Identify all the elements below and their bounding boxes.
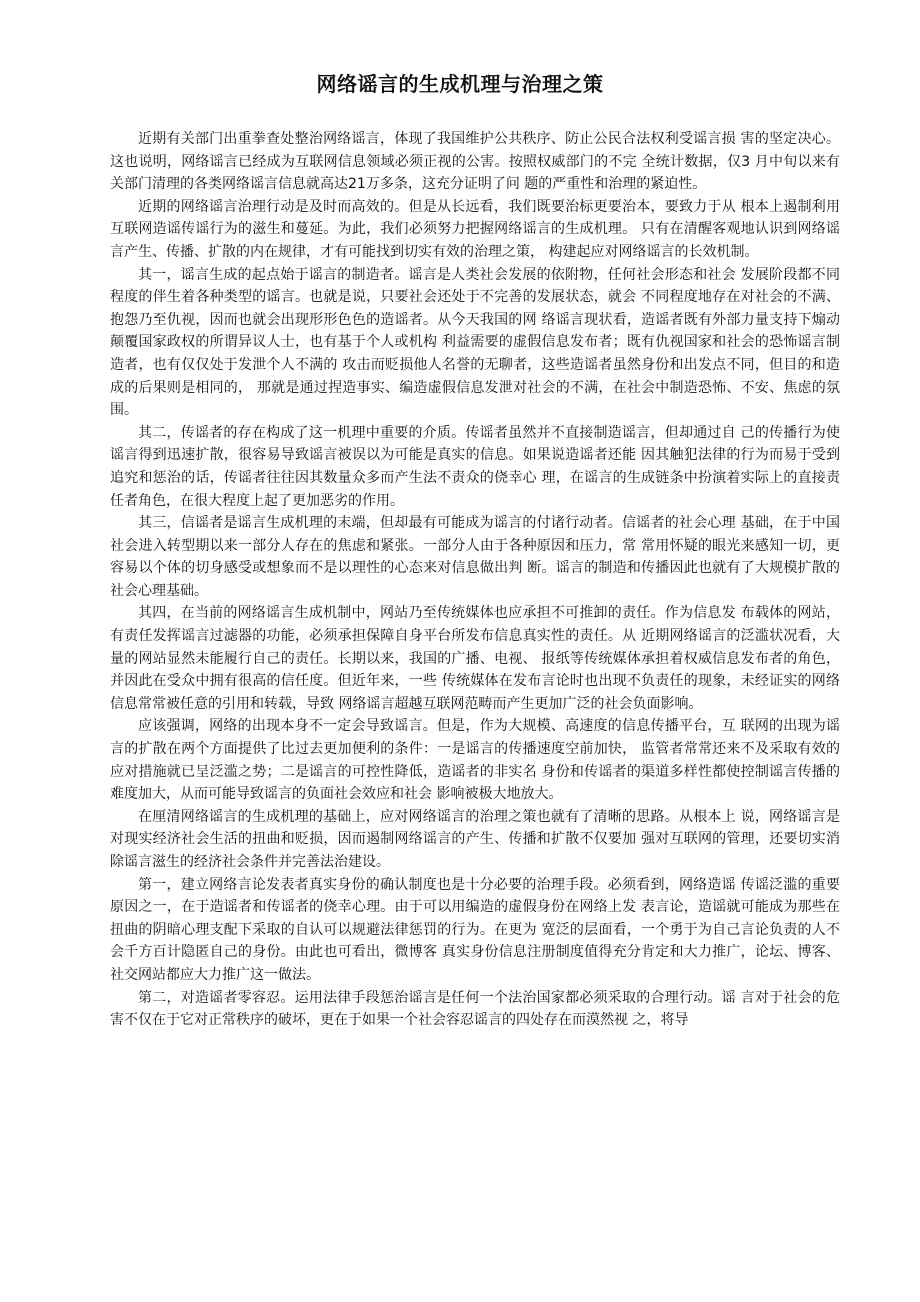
paragraph-3: 其一，谣言生成的起点始于谣言的制造者。谣言是人类社会发展的依附物，任何社会形态和社会 发展阶段都不同程度的伴生着各种类型的谣言。也就是说，只要社会还处于不完善的发展状态，就会 不同程度地存在对社会的不满、抱怨乃至仇视，因而也就会出现形形色色的造谣者。从今天我国的网 络谣言现状看，造谣者既有外部力量支持下煽动颠覆国家政权的所谓异议人士，也有基于个人或机构 利益需要的虚假信息发布者；既有仇视国家和社会的恐怖谣言制造者，也有仅仅处于发泄个人不满的 攻击而贬损他人名誉的无聊者，这些造谣者虽然身份和出发点不同，但目的和造成的后果则是相同的， 那就是通过捏造事实、编造虚假信息发泄对社会的不满，在社会中制造恐怖、不安、焦虑的氛围。 [110, 266, 840, 419]
paragraph-5: 其三，信谣者是谣言生成机理的末端，但却最有可能成为谣言的付诸行动者。信谣者的社会心理 基础，在于中国社会进入转型期以来一部分人存在的焦虑和紧张。一部分人由于各种原因和压力，常 常用怀疑的眼光来感知一切，更容易以个体的切身感受或想象而不是以理性的心态来对信息做出判 断。谣言的制造和传播因此也就有了大规模扩散的社会心理基础。 [110, 515, 840, 599]
document-body [110, 128, 840, 1032]
paragraph-4: 其二，传谣者的存在构成了这一机理中重要的介质。传谣者虽然并不直接制造谣言，但却通过自 己的传播行为使谣言得到迅速扩散，很容易导致谣言被误以为可能是真实的信息。如果说造谣者还能 因其触犯法律的行为而易于受到追究和惩治的话，传谣者往往因其数量众多而产生法不责众的侥幸心 理，在谣言的生成链条中扮演着实际上的直接责任者角色，在很大程度上起了更加恶劣的作用。 [110, 424, 840, 509]
paragraph-9: 第一，建立网络言论发表者真实身份的确认制度也是十分必要的治理手段。必须看到，网络造谣 传谣泛滥的重要原因之一，在于造谣者和传谣者的侥幸心理。由于可以用编造的虚假身份在网络上发 表言论，造谣就可能成为那些在扭曲的阴暗心理支配下采取的自认可以规避法律惩罚的行为。在更为 宽泛的层面看，一个勇于为自己言论负责的人不会千方百计隐匿自己的身份。由此也可看出，微博客 真实身份信息注册制度值得充分肯定和大力推广，论坛、博客、社交网站都应大力推广这一做法。 [110, 876, 840, 983]
paragraph-7: 应该强调，网络的出现本身不一定会导致谣言。但是，作为大规模、高速度的信息传播平台，互 联网的出现为谣言的扩散在两个方面提供了比过去更加便利的条件：一是谣言的传播速度空前加快， 监管者常常还来不及采取有效的应对措施就已呈泛滥之势；二是谣言的可控性降低，造谣者的非实名 身份和传谣者的渠道多样性都使控制谣言传播的难度加大，从而可能导致谣言的负面社会效应和社会 影响被极大地放大。 [110, 718, 840, 803]
document-title: 网络谣言的生成机理与治理之策 [316, 72, 604, 96]
paragraph-10: 第二，对造谣者零容忍。运用法律手段惩治谣言是任何一个法治国家都必须采取的合理行动。谣 言对于社会的危害不仅在于它对正常秩序的破坏，更在于如果一个社会容忍谣言的四处存在而漠然视 之，将导 [110, 989, 840, 1029]
paragraph-6: 其四，在当前的网络谣言生成机制中，网站乃至传统媒体也应承担不可推卸的责任。作为信息发 布载体的网站，有责任发挥谣言过滤器的功能，必须承担保障自身平台所发布信息真实性的责任。从 近期网络谣言的泛滥状况看，大量的网站显然未能履行自己的责任。长期以来，我国的广播、电视、 报纸等传统媒体承担着权威信息发布者的角色，并因此在受众中拥有很高的信任度。但近年来，一些 传统媒体在发布言论时也出现不负责任的现象，未经证实的网络信息常常被任意的引用和转载，导致 网络谣言超越互联网范畴而产生更加广泛的社会负面影响。 [110, 605, 840, 712]
paragraph-1: 近期有关部门出重拳查处整治网络谣言，体现了我国维护公共秩序、防止公民合法权利受谣言损 害的坚定决心。这也说明，网络谣言已经成为互联网信息领域必须正视的公害。按照权威部门的不完 全统计数据，仅3 月中旬以来有关部门清理的各类网络谣言信息就高达21万多条，这充分证明了问 题的严重性和治理的紧迫性。 [110, 131, 840, 193]
paragraph-8: 在厘清网络谣言的生成机理的基础上，应对网络谣言的治理之策也就有了清晰的思路。从根本上 说，网络谣言是对现实经济社会生活的扭曲和贬损，因而遏制网络谣言的产生、传播和扩散不仅要加 强对互联网的管理，还要切实消除谣言滋生的经济社会条件并完善法治建设。 [110, 808, 840, 870]
paragraph-2: 近期的网络谣言治理行动是及时而高效的。但是从长远看，我们既要治标更要治本，要致力于从 根本上遏制利用互联网造谣传谣行为的滋生和蔓延。为此，我们必须努力把握网络谣言的生成机理。 只有在清醒客观地认识到网络谣言产生、传播、扩散的内在规律，才有可能找到切实有效的治理之策， 构建起应对网络谣言的长效机制。 [110, 198, 840, 260]
